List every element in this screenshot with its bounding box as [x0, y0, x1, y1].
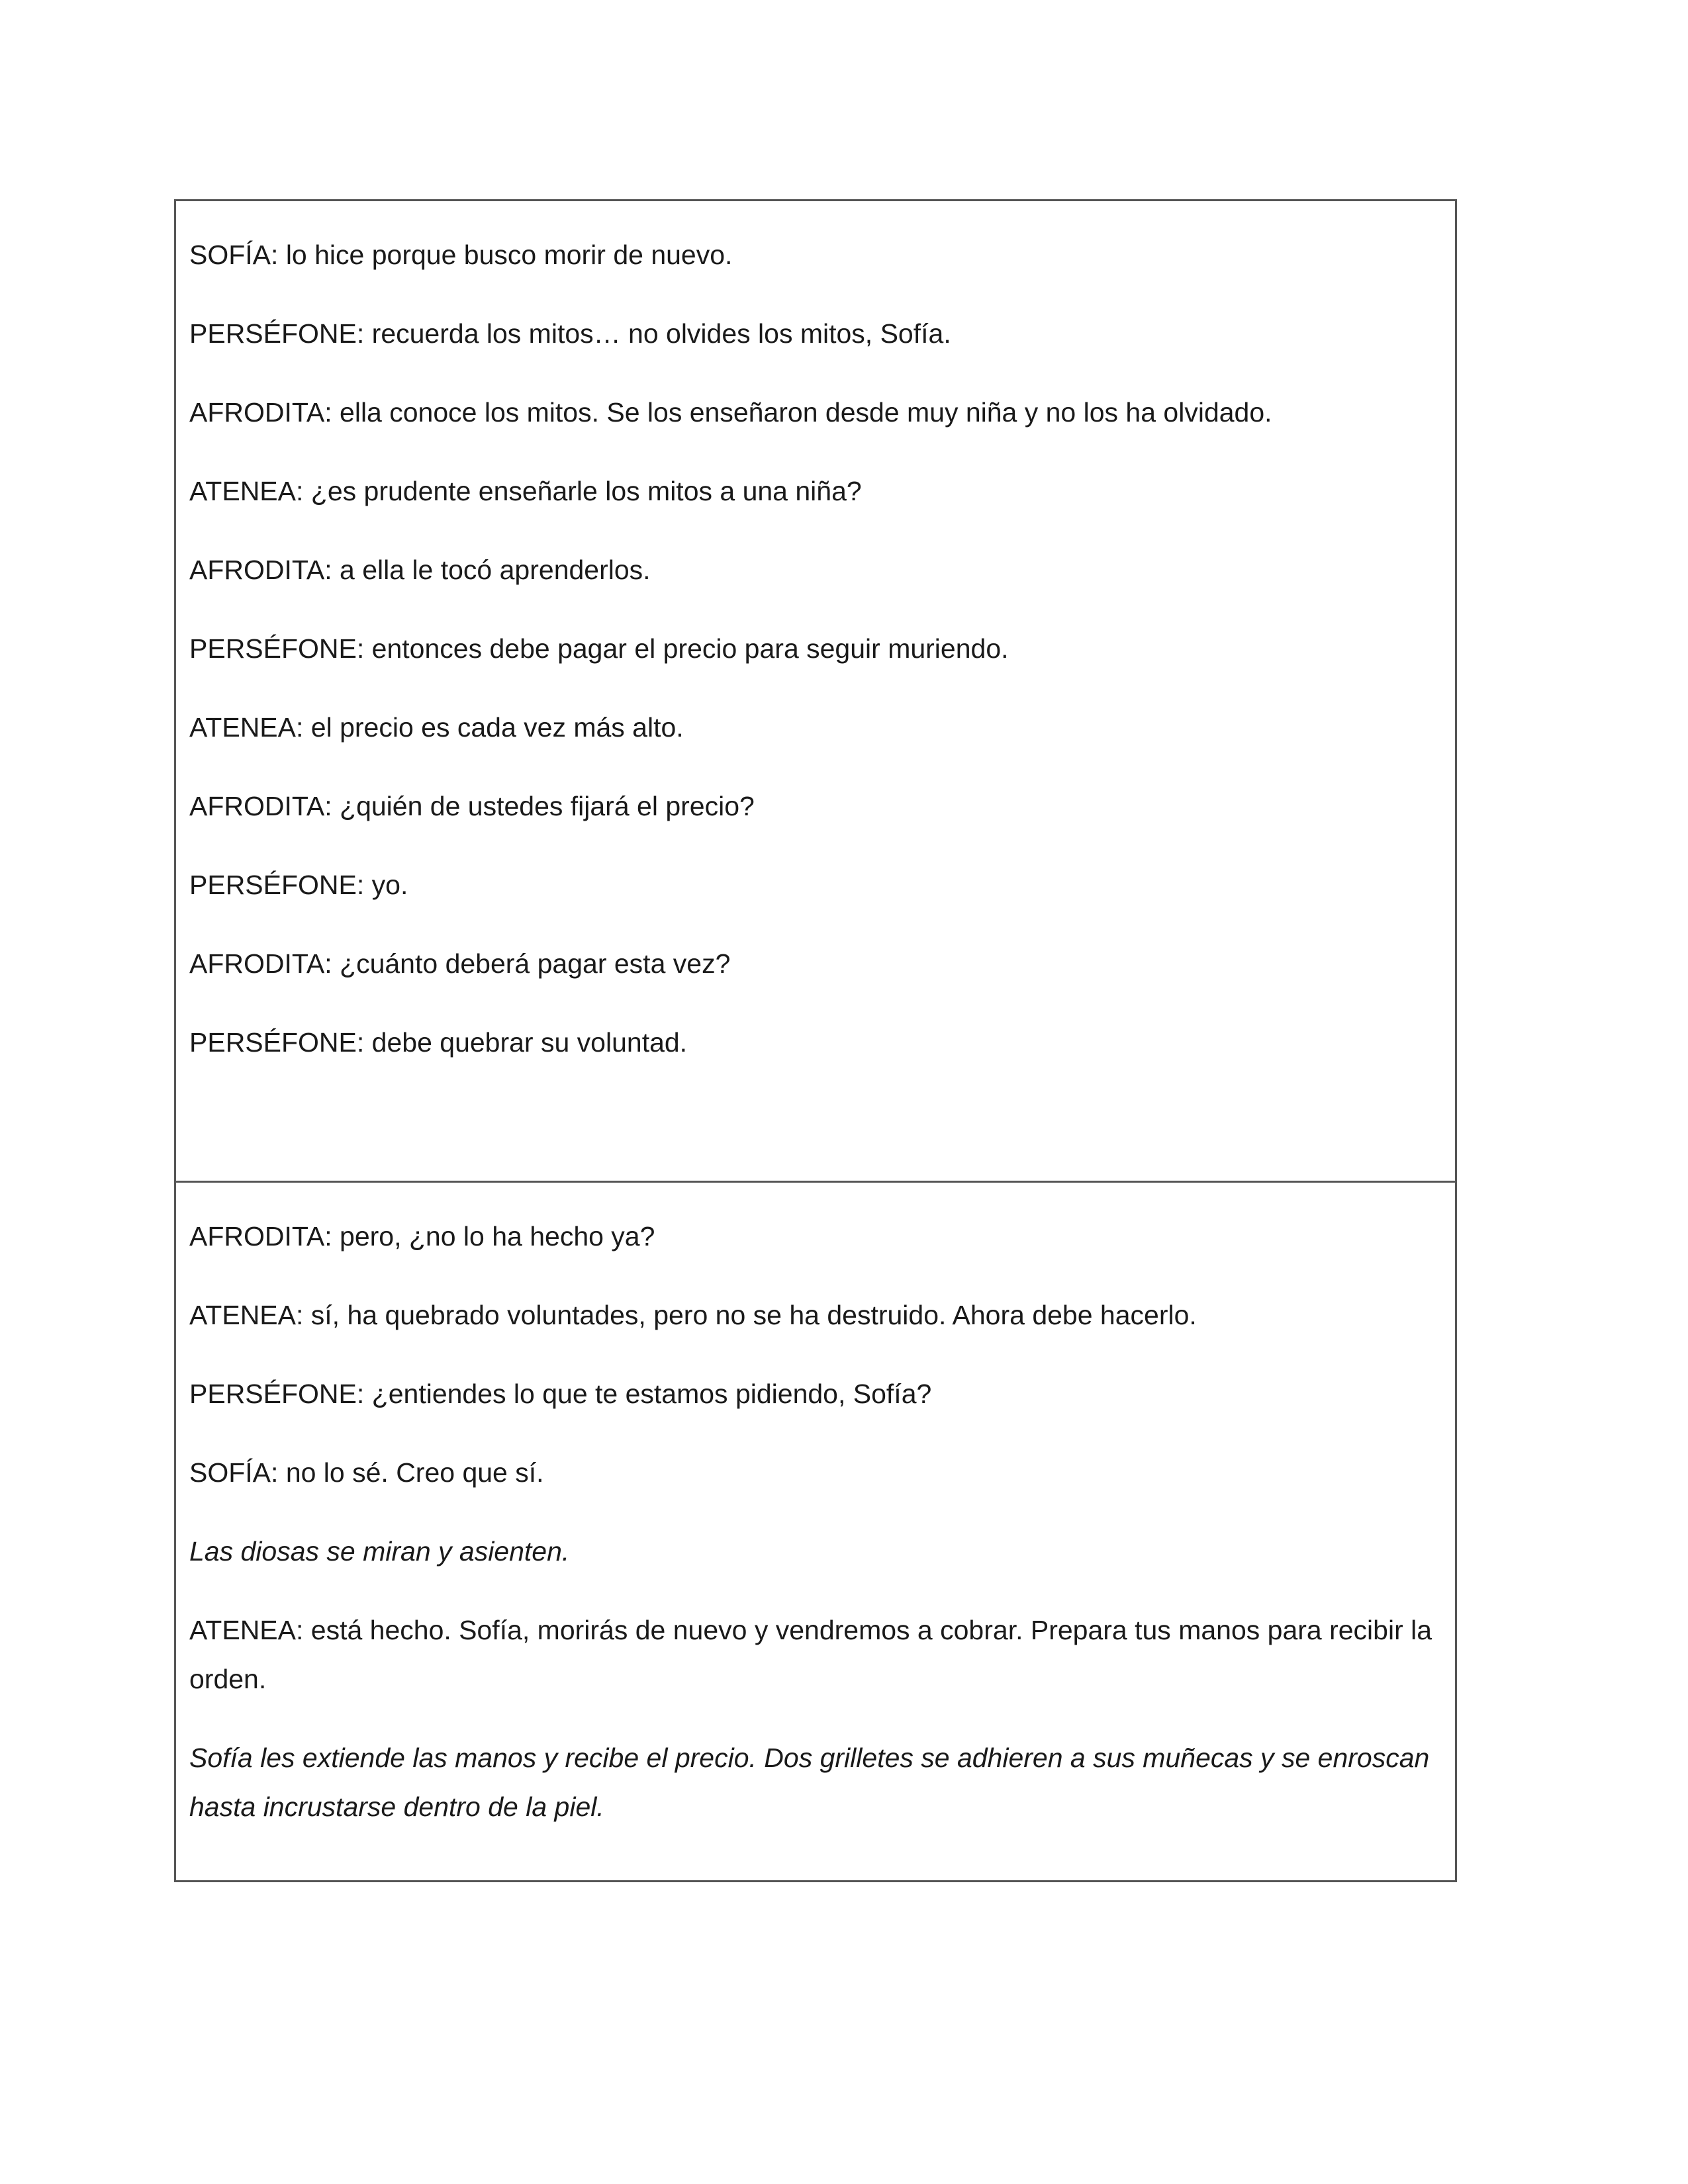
dialogue-line — [189, 624, 1443, 673]
speaker-name: ATENEA: — [189, 712, 304, 743]
dialogue-line — [189, 1606, 1443, 1704]
dialogue-line — [189, 467, 1443, 516]
dialogue-text: pero, ¿no lo ha hecho ya? — [332, 1221, 655, 1251]
dialogue-text: a ella le tocó aprenderlos. — [332, 555, 651, 585]
dialogue-text: no lo sé. Creo que sí. — [278, 1457, 544, 1488]
dialogue-line — [189, 703, 1443, 752]
dialogue-text: ¿cuánto deberá pagar esta vez? — [332, 948, 731, 979]
dialogue-line — [189, 1291, 1443, 1340]
dialogue-line — [189, 309, 1443, 358]
dialogue-text: ¿entiendes lo que te estamos pidiendo, Sofía? — [364, 1379, 932, 1409]
table-cell-1 — [176, 201, 1455, 1181]
speaker-name: PERSÉFONE: — [189, 633, 365, 664]
speaker-name: PERSÉFONE: — [189, 1027, 365, 1058]
dialogue-text: sí, ha quebrado voluntades, pero no se ha destruido. Ahora debe hacerlo. — [303, 1300, 1197, 1330]
dialogue-text: ¿es prudente enseñarle los mitos a una niña? — [303, 476, 862, 506]
dialogue-line — [189, 545, 1443, 594]
dialogue-text: entonces debe pagar el precio para seguir muriendo. — [364, 633, 1009, 664]
dialogue-line — [189, 230, 1443, 279]
dialogue-line — [189, 860, 1443, 909]
dialogue-line — [189, 388, 1443, 437]
speaker-name: ATENEA: — [189, 1300, 304, 1330]
dialogue-text: debe quebrar su voluntad. — [364, 1027, 688, 1058]
speaker-name: ATENEA: — [189, 476, 304, 506]
speaker-name: AFRODITA: — [189, 948, 332, 979]
table-cell-2 — [176, 1181, 1455, 1880]
dialogue-line — [189, 1212, 1443, 1261]
speaker-name: AFRODITA: — [189, 791, 332, 821]
dialogue-line — [189, 939, 1443, 988]
speaker-name: PERSÉFONE: — [189, 318, 365, 349]
dialogue-text: ¿quién de ustedes fijará el precio? — [332, 791, 755, 821]
speaker-name: AFRODITA: — [189, 397, 332, 428]
dialogue-line — [189, 782, 1443, 831]
dialogue-text: recuerda los mitos… no olvides los mitos, Sofía. — [364, 318, 951, 349]
dialogue-text: está hecho. Sofía, morirás de nuevo y vendremos a cobrar. Prepara tus manos para recibir la orden. — [189, 1615, 1432, 1694]
stage-direction: Sofía les extiende las manos y recibe el precio. Dos grilletes se adhieren a sus muñecas y se enroscan hasta incrustarse dentro de la piel. — [189, 1743, 1430, 1822]
dialogue-text: el precio es cada vez más alto. — [303, 712, 684, 743]
script-table — [174, 199, 1457, 1882]
dialogue-text: ella conoce los mitos. Se los enseñaron desde muy niña y no los ha olvidado. — [332, 397, 1272, 428]
stage-direction: Las diosas se miran y asienten. — [189, 1536, 570, 1567]
speaker-name: SOFÍA: — [189, 1457, 279, 1488]
speaker-name: AFRODITA: — [189, 555, 332, 585]
speaker-name: ATENEA: — [189, 1615, 304, 1645]
speaker-name: PERSÉFONE: — [189, 1379, 365, 1409]
dialogue-text: lo hice porque busco morir de nuevo. — [278, 240, 733, 270]
speaker-name: AFRODITA: — [189, 1221, 332, 1251]
dialogue-text: yo. — [364, 870, 408, 900]
dialogue-line — [189, 1018, 1443, 1067]
speaker-name: SOFÍA: — [189, 240, 279, 270]
dialogue-line — [189, 1448, 1443, 1497]
dialogue-line — [189, 1369, 1443, 1418]
speaker-name: PERSÉFONE: — [189, 870, 365, 900]
